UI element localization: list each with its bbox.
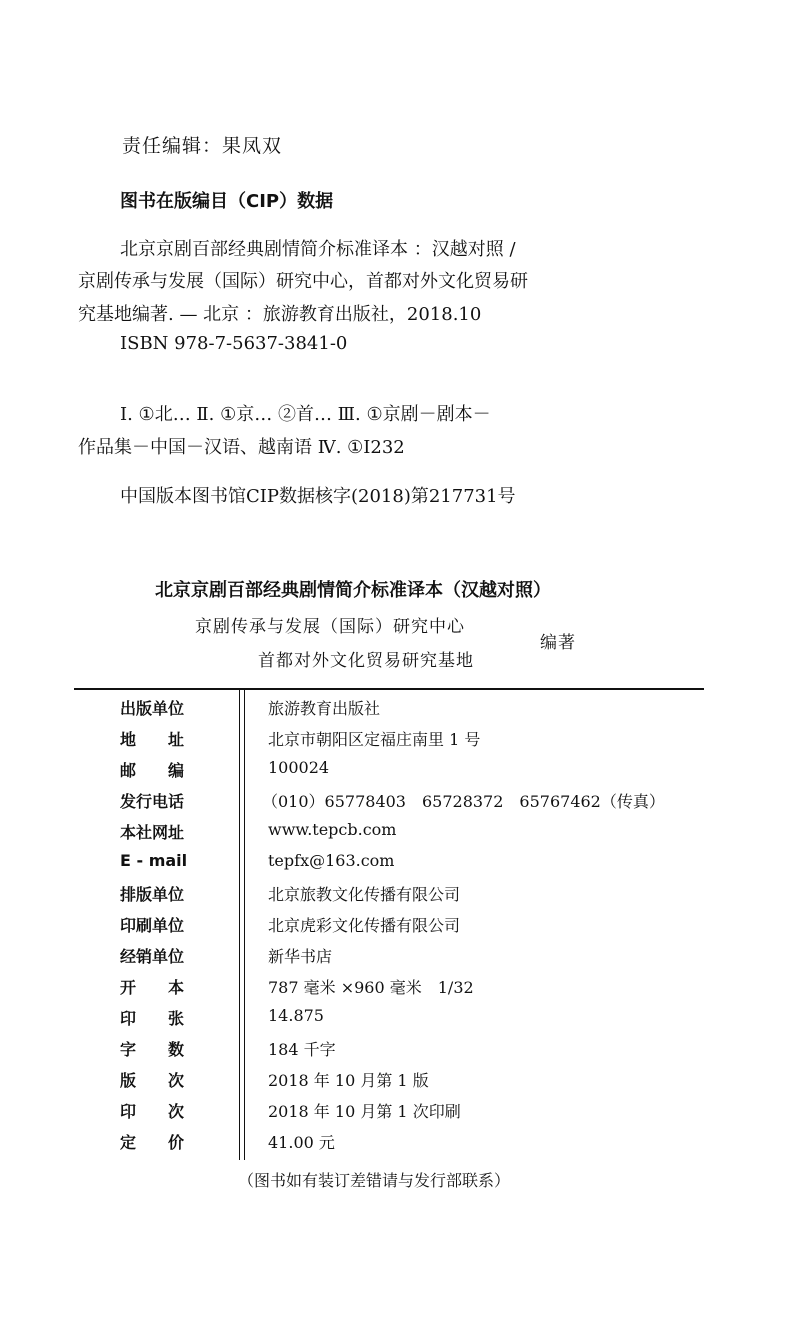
row-label: 版 次 xyxy=(120,1071,185,1090)
book-title: 北京京剧百部经典剧情简介标准译本（汉越对照） xyxy=(155,580,551,601)
row-value: 2018 年 10 月第 1 版 xyxy=(268,1071,429,1090)
row-label: 印 次 xyxy=(120,1102,185,1121)
row-label: 定 价 xyxy=(120,1133,185,1152)
cip-classification: Ⅰ. ①北… Ⅱ. ①京… ②首… Ⅲ. ①京剧－剧本－ xyxy=(120,404,491,425)
cip-line: 究基地编著. — 北京 ：旅游教育出版社，2018.10 xyxy=(78,304,482,325)
row-label: 出版单位 xyxy=(120,699,185,718)
cip-isbn: ISBN 978-7-5637-3841-0 xyxy=(120,333,348,354)
cip-heading: 图书在版编目（CIP）数据 xyxy=(120,191,334,212)
row-value: 新华书店 xyxy=(268,947,333,966)
cip-record-number: 中国版本图书馆CIP数据核字(2018)第217731号 xyxy=(120,486,516,507)
row-label: 印 张 xyxy=(120,1009,185,1028)
row-label: 本社网址 xyxy=(120,823,185,842)
row-value: 787 毫米 ×960 毫米 1/32 xyxy=(268,978,474,997)
row-value: www.tepcb.com xyxy=(268,820,397,839)
row-value: 2018 年 10 月第 1 次印刷 xyxy=(268,1102,461,1121)
cip-line: 京剧传承与发展（国际）研究中心，首都对外文化贸易研 xyxy=(78,271,528,292)
cip-line: 北京京剧百部经典剧情简介标准译本 ：汉越对照 / xyxy=(120,239,516,260)
author-role: 编著 xyxy=(540,633,576,653)
row-label: 地 址 xyxy=(120,730,185,749)
row-value: 旅游教育出版社 xyxy=(268,699,381,718)
row-value: 北京市朝阳区定福庄南里 1 号 xyxy=(268,730,481,749)
cip-classification: 作品集－中国－汉语、越南语 Ⅳ. ①I232 xyxy=(78,437,405,458)
author-organization: 首都对外文化贸易研究基地 xyxy=(258,651,474,671)
author-organization: 京剧传承与发展（国际）研究中心 xyxy=(195,617,465,637)
row-value: 北京旅教文化传播有限公司 xyxy=(268,885,461,904)
row-value: tepfx@163.com xyxy=(268,851,395,870)
row-value: 184 千字 xyxy=(268,1040,336,1059)
row-label: 字 数 xyxy=(120,1040,185,1059)
table-top-rule xyxy=(74,688,704,690)
row-label: 排版单位 xyxy=(120,885,185,904)
row-value: 北京虎彩文化传播有限公司 xyxy=(268,916,461,935)
row-label: 印刷单位 xyxy=(120,916,185,935)
table-divider xyxy=(239,690,240,1160)
table-divider xyxy=(244,690,245,1160)
row-value: （010）65778403 65728372 65767462（传真） xyxy=(262,792,665,811)
row-value: 41.00 元 xyxy=(268,1133,335,1152)
row-label: E - mail xyxy=(120,851,188,870)
row-label: 开 本 xyxy=(120,978,185,997)
row-value: 100024 xyxy=(268,758,330,777)
binding-error-note: （图书如有装订差错请与发行部联系） xyxy=(238,1171,511,1190)
row-label: 邮 编 xyxy=(120,761,185,780)
responsible-editor: 责任编辑：果凤双 xyxy=(122,135,283,157)
row-label: 经销单位 xyxy=(120,947,185,966)
row-value: 14.875 xyxy=(268,1006,324,1025)
row-label: 发行电话 xyxy=(120,792,185,811)
